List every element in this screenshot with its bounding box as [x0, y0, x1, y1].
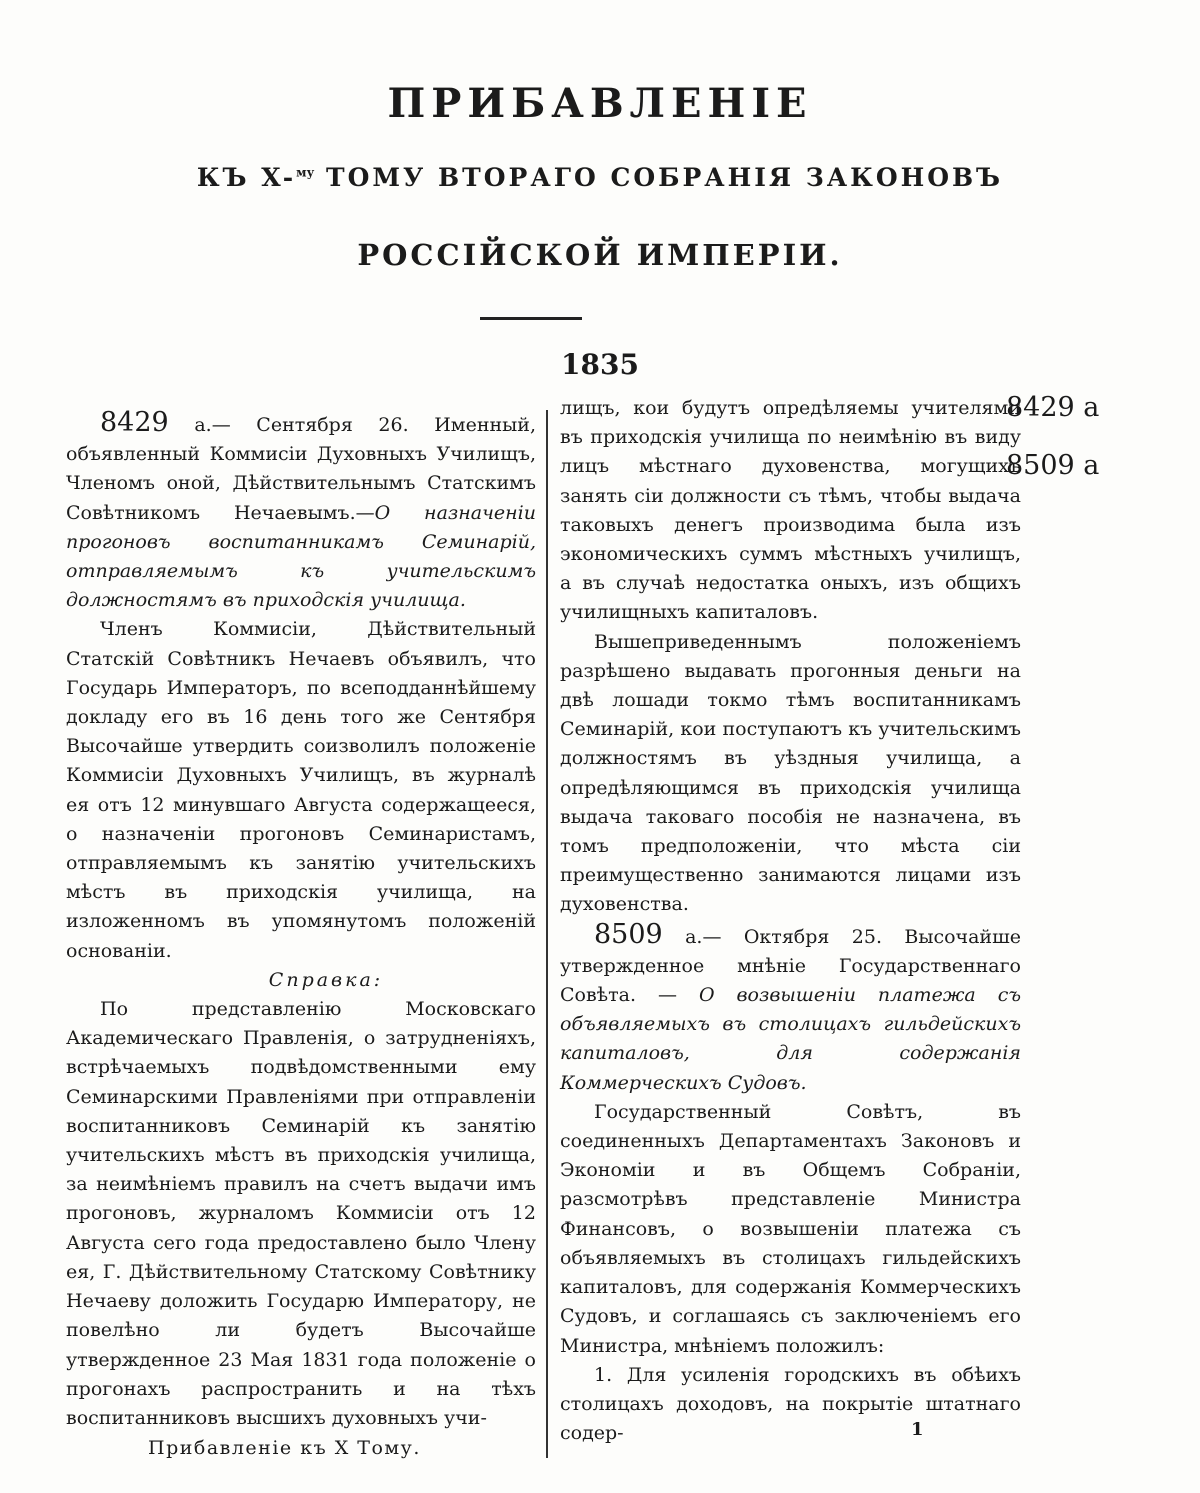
- entry-heading-text: а.— Сентября 26. Именный, объявленный Коммисіи Духовныхъ Училищъ, Членомъ оной, Дѣйствительнымъ Статскимъ Совѣтникомъ Нечаевымъ.—: [66, 414, 536, 524]
- entry-number: 8509: [594, 918, 663, 950]
- page-subtitle-2: РОССІЙСКОЙ ИМПЕРІИ.: [357, 238, 843, 272]
- paragraph: 1. Для усиленія городскихъ въ обѣихъ столицахъ доходовъ, на покрытіе штатнаго содер-: [560, 1363, 1021, 1445]
- column-divider: [546, 410, 548, 1458]
- footer-signature: Прибавленіе къ X Тому.: [148, 1437, 421, 1459]
- entry-title: О возвышеніи платежа съ объявляемыхъ въ столицахъ гильдейскихъ капиталовъ, для содержанія Коммерческихъ Судовъ.: [560, 984, 1022, 1094]
- page-subtitle: [0, 163, 1200, 192]
- entry-8429-heading: [66, 408, 536, 615]
- paragraph: Государственный Совѣтъ, въ соединенныхъ Департаментахъ Законовъ и Экономіи и въ Общемъ Собраніи, разсмотрѣвъ представленіе Министра Финансовъ, о возвышеніи платежа съ объявляемыхъ въ столицахъ гильдейскихъ капиталовъ, для содержанія Коммерческихъ Судовъ, и соглашаясь съ заключеніемъ его Министра, мнѣніемъ положилъ:: [560, 1100, 1021, 1357]
- entry-number: 8429: [100, 407, 169, 438]
- margin-note-8429: 8429 а: [1006, 392, 1100, 423]
- paragraph: По представленію Московскаго Академическаго Правленія, о затрудненіяхъ, встрѣчаемыхъ подвѣдомственными ему Семинарскими Правленіями при отправленіи воспитанниковъ Семинарій къ занятію учительскихъ мѣстъ въ приходскія училища, за неимѣніемъ правилъ на счетъ выдачи имъ прогоновъ, журналомъ Коммисіи отъ 12 Августа сего года предоставлено было Члену ея, Г. Дѣйствительному Статскому Совѣтнику Нечаеву доложить Государю Императору, не повелѣно ли будетъ Высочайше утвержденное 23 Мая 1831 года положеніе о прогонахъ распространить и на тѣхъ воспитанниковъ высшихъ духовныхъ учи-: [66, 998, 536, 1429]
- year-heading: 1835: [561, 348, 639, 381]
- paragraph: Членъ Коммисіи, Дѣйствительный Статскій Совѣтникъ Нечаевъ объявилъ, что Государь Императоръ, по всеподданнѣйшему докладу его въ 16 день того же Сентября Высочайше утвердить соизволилъ положеніе Коммисіи Духовныхъ Училищъ, въ журналѣ ея отъ 12 минувшаго Августа содержащееся, о назначеніи прогоновъ Семинаристамъ, отправляемымъ къ занятію учительскихъ мѣстъ въ приходскія училища, на изложенномъ въ упомянутомъ положеній основаніи.: [66, 618, 536, 962]
- entry-title: О назначеніи прогоновъ воспитанникамъ Семинарій, отправляемымъ къ учительскимъ должностямъ въ приходскія училища.: [66, 501, 536, 612]
- left-column: [66, 408, 536, 1433]
- subtitle-sup: му: [296, 165, 315, 180]
- right-column: [560, 394, 1021, 1448]
- entry-8509-heading: [560, 920, 1021, 1098]
- subtitle-post: ТОМУ ВТОРАГО СОБРАНІЯ ЗАКОНОВЪ: [314, 163, 1004, 192]
- page-number: 1: [911, 1419, 924, 1440]
- subtitle-pre: КЪ X-: [196, 163, 297, 192]
- spravka-heading: Справка:: [268, 968, 384, 991]
- paragraph: Вышеприведеннымъ положеніемъ разрѣшено выдавать прогонныя деньги на двѣ лошади токмо тѣмъ воспитанникамъ Семинарій, кои поступаютъ къ учительскимъ должностямъ въ уѣздныя училища, а опредѣляющимся въ приходскія училища выдача таковаго пособія не назначена, въ томъ предположеніи, что мѣста сіи преимущественно занимаются лицами изъ духовенства.: [560, 630, 1021, 916]
- page-title: ПРИБАВЛЕНІЕ: [387, 80, 813, 127]
- margin-note-8509: 8509 а: [1006, 450, 1100, 481]
- paragraph-continued: лищъ, кои будутъ опредѣляемы учителями въ приходскія училища по неимѣнію въ виду лицъ мѣстнаго духовенства, могущихъ занять сіи должности съ тѣмъ, чтобы выдача таковыхъ денегъ производима была изъ экономическихъ суммъ мѣстныхъ училищъ, а въ случаѣ недостатка оныхъ, изъ общихъ училищныхъ капиталовъ.: [560, 397, 1021, 624]
- title-rule: [480, 317, 582, 320]
- entry-heading-text: а.— Октября 25. Высочайше утвержденное мнѣніе Государственнаго Совѣта. —: [560, 925, 1021, 1007]
